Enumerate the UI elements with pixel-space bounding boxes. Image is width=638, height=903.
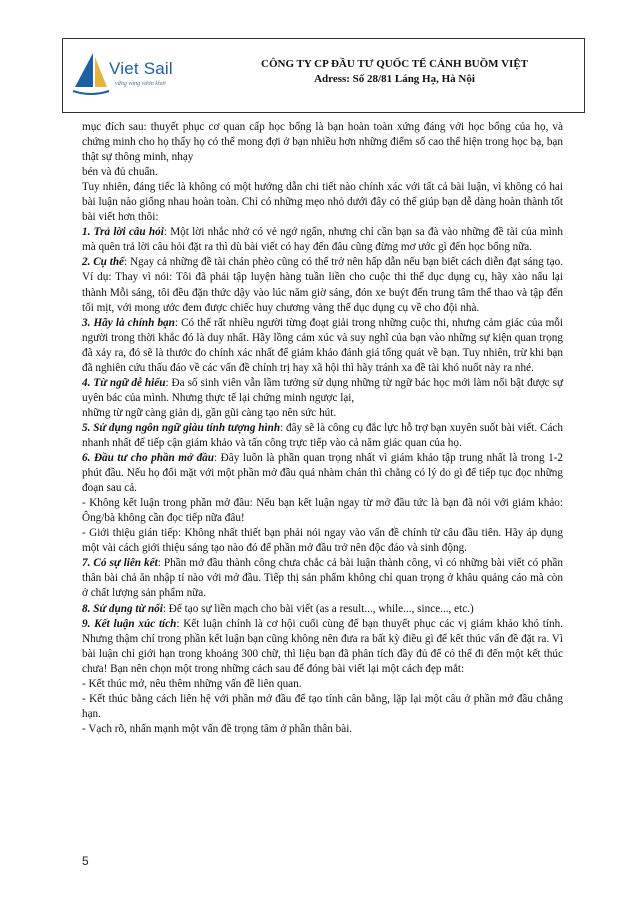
paragraph-text: : Phần mở đầu thành công chưa chắc cả bài luận thành công, vì có những bài viết có phần thân bài chả ăn nhập tí nào với mở đầu. Tiếp thị sản phẩm không chỉ quan trọng ở khâu quảng cáo mà còn ở chất lượng sản phẩm nữa. [82, 557, 563, 600]
paragraph-text: mục đích sau: thuyết phục cơ quan cấp học bổng là bạn hoàn toàn xứng đáng với học bổng của họ, và chứng minh cho họ thấy họ có thể mong đợi ở bạn nhiều hơn những điểm số cao thể hiện trong học bạ, bạn thật sự thông minh, nhạy [82, 121, 563, 164]
paragraph-text: : Đa số sinh viên vẫn lầm tưởng sử dụng những từ ngữ bác học mới làm nổi bật được sự uyên bác của mình. Nhưng thực tế lại chứng minh ngược lại, [82, 376, 564, 404]
paragraph [82, 421, 563, 451]
paragraph-text: : Để tạo sự liền mạch cho bài viết (as a result..., while..., since..., etc.) [162, 602, 474, 615]
paragraph-text: - Vạch rõ, nhấn mạnh một vấn đề trọng tâm ở phần thân bài. [82, 722, 353, 735]
paragraph [82, 556, 563, 601]
paragraph-text: những từ ngữ càng giản dị, gần gũi càng tạo nên sức hút. [82, 406, 337, 419]
paragraph [82, 376, 563, 406]
tip-heading: 6. Đầu tư cho phần mở đầu [82, 452, 214, 465]
paragraph-text: Tuy nhiên, đáng tiếc là không có một hướng dẫn chi tiết nào chính xác với tất cả bài luận, vì không có hai bài luận nào giống nhau hoàn toàn. Chỉ có những mẹo nhỏ dưới đây có thể giúp bạn dễ dàng hoàn thành tốt bài viết hơn thôi: [82, 181, 563, 224]
paragraph [82, 165, 563, 180]
paragraph [82, 692, 563, 722]
paragraph [82, 451, 563, 496]
paragraph-text: - Không kết luận trong phần mở đầu: Nếu bạn kết luận ngay từ mở đầu tức là bạn đã nói với giám khảo: Ông/bà không cần đọc tiếp nữa đâu! [82, 497, 563, 525]
page-header [62, 38, 585, 113]
paragraph [82, 255, 563, 315]
paragraph [82, 617, 563, 677]
tip-heading: 1. Trả lời câu hỏi [82, 226, 164, 239]
logo-tagline: vững vàng vươn khơi [115, 81, 166, 87]
paragraph [82, 496, 563, 526]
tip-heading: 3. Hãy là chính bạn [82, 316, 175, 329]
paragraph [82, 722, 563, 737]
paragraph [82, 120, 563, 165]
paragraph [82, 316, 563, 376]
paragraph [82, 180, 563, 225]
paragraph [82, 526, 563, 556]
tip-heading: 5. Sử dụng ngôn ngữ giàu tính tượng hình [82, 421, 281, 434]
paragraph-text: : Đây luôn là phần quan trọng nhất vì giám khảo tập trung nhất là trong 1-2 phút đầu. Nếu họ đối mặt với một phần mở đầu quá nhàm chán thì chẳng có lý do gì để tiếp tục đọc những đoạn sau cả. [82, 452, 564, 495]
paragraph-text: bén và đủ chuẩn. [82, 166, 158, 179]
paragraph-text: : Một lời nhắc nhở có vẻ ngớ ngẩn, nhưng chỉ cần bạn sa đà vào những đề tài của mình mà quên trả lời câu hỏi đặt ra thì dù bài viết có hay đến đâu cũng đừng mơ ước gì đến học bổng nữa. [82, 226, 563, 254]
paragraph [82, 677, 563, 692]
tip-heading: 7. Có sự liên kết [82, 557, 158, 570]
viet-sail-logo [71, 51, 211, 101]
paragraph-text: - Kết thúc mở, nêu thêm những vấn đề liên quan. [82, 677, 302, 690]
tip-heading: 4. Từ ngữ dễ hiểu [82, 376, 166, 389]
tip-heading: 2. Cụ thể [82, 256, 125, 269]
company-info [213, 57, 576, 87]
company-address: Adress: Số 28/81 Láng Hạ, Hà Nội [314, 73, 475, 85]
paragraph-text: : đây sẽ là công cụ đắc lực hỗ trợ bạn xuyên suốt bài viết. Cách nhanh nhất để tiếp cận giám khảo và tấn công trực tiếp vào cả năm giác quan của họ. [82, 421, 563, 449]
paragraph-text: : Có thể rất nhiều người từng đoạt giải trong những cuộc thi, nhưng cảm giác của mỗi người trong thời khắc đó là duy nhất. Hãy lồng cảm xúc và suy nghĩ của bạn vào những sự kiện quan trọng đã xảy ra, đó sẽ là thước đo chính xác nhất để giám khảo đánh giá tổng quát về bạn. Tuy nhiên, trừ khi bạn đã nghiên cứu thấu đáo về các vấn đề chính trị hay xã hội thì hãy tránh xa đề tài khó nuốt này ra nhé. [82, 316, 563, 374]
sail-icon [71, 51, 111, 101]
paragraph-text: - Giới thiệu gián tiếp: Không nhất thiết bạn phải nói ngay vào vấn đề chính từ câu đầu tiên. Hãy áp dụng một vài cách giới thiệu sáng tạo nào đó để phần mở đầu trở nên độc đáo và sinh động. [82, 527, 563, 555]
tip-heading: 8. Sử dụng từ nối [82, 602, 163, 615]
tip-heading: 9. Kết luận xúc tích [82, 617, 177, 630]
paragraph-text: : Kết luận chính là cơ hội cuối cùng để bạn thuyết phục các vị giám khảo khó tính. Nhưng thậm chí trong phần kết luận bạn cũng không nên đưa ra bất kỳ điều gì để kết thúc vấn đề đặt ra. Vì bài luận chỉ giới hạn trong khoảng 300 chữ, thì liệu bạn đã phân tích đầy đủ để có thể đi đến một kết thúc chưa! Bạn nên chọn một trong những cách sau để đóng bài viết lại một cách đẹp mắt: [82, 617, 563, 675]
paragraph-text: - Kết thúc bằng cách liên hệ với phần mở đầu để tạo tính cân bằng, lặp lại một câu ở phần mở đầu chẳng hạn. [82, 692, 563, 720]
article-body [82, 120, 563, 737]
paragraph [82, 602, 563, 617]
paragraph [82, 406, 563, 421]
paragraph [82, 225, 563, 255]
company-name: CÔNG TY CP ĐẦU TƯ QUỐC TẾ CÁNH BUỒM VIỆT [261, 58, 528, 70]
page-number: 5 [82, 854, 89, 868]
logo-text: Viet Sail [109, 59, 173, 78]
paragraph-text: : Ngay cả những đề tài chán phèo cũng có thể trở nên hấp dẫn nếu bạn biết cách diễn đạt sáng tạo. Ví dụ: Thay vì nói: Tôi đã phải tập luyện hàng tuần liền cho cuộc thi thể dục dụng cụ, hãy xào nấu lại thành Mỗi sáng, tôi đều đặn thức dậy vào lúc năm giờ sáng, đón xe buýt đến trung tâm thể thao và tập đến tối mịt, với mong ước đem được chiếc huy chương vàng thể dục dụng cụ về cho đội nhà. [82, 256, 563, 314]
